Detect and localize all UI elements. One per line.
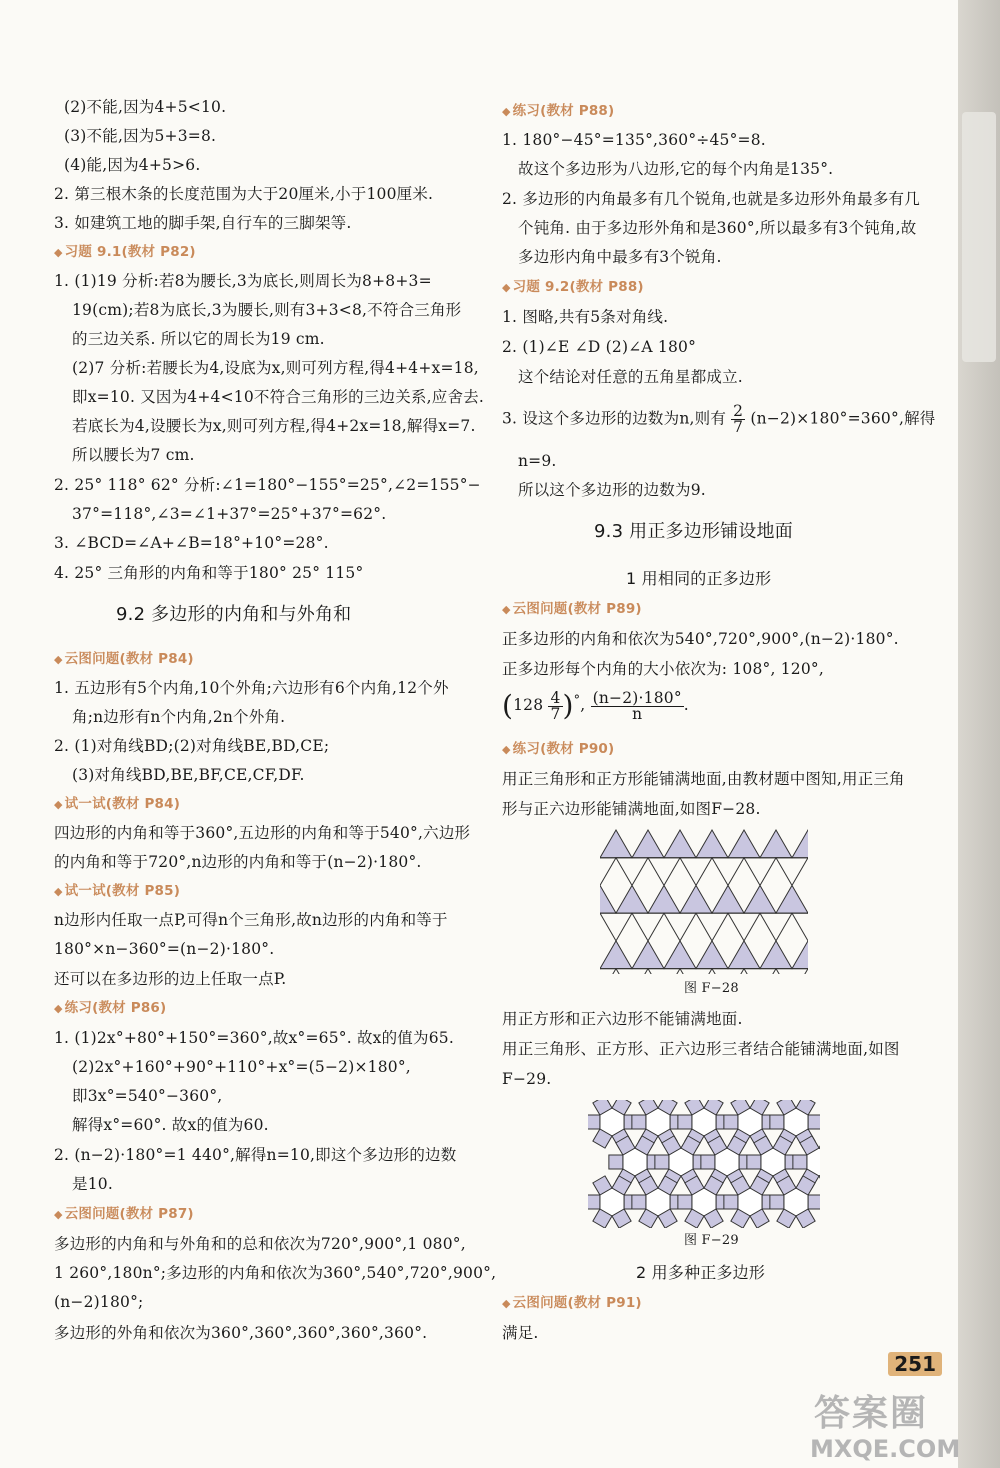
square-tile xyxy=(678,1195,692,1209)
square-tile xyxy=(701,1155,715,1169)
exercise-heading: ◆ 试一试(教材 P85) xyxy=(54,880,180,903)
square-tile xyxy=(632,1115,646,1129)
text-line: 2. (n−2)·180°=1 440°,解得n=10,即这个多边形的边数 xyxy=(54,1146,457,1164)
triangle-tile xyxy=(728,941,760,969)
triangle-tile xyxy=(696,830,728,858)
text-line: 1. 五边形有5个内角,10个外角;六边形有6个内角,12个外 xyxy=(54,679,449,697)
text-line: (4)能,因为4+5>6. xyxy=(64,156,201,174)
text-line: 3. ∠BCD=∠A+∠B=18°+10°=28°. xyxy=(54,534,329,552)
text-line: 故这个多边形为八边形,它的每个内角是135°. xyxy=(518,160,834,178)
text-line: 用正三角形和正方形能铺满地面,由教材题中图知,用正三角 xyxy=(502,770,905,788)
subsection-title: 2 用多种正多边形 xyxy=(636,1263,766,1282)
exercise-heading: ◆ 练习(教材 P90) xyxy=(502,738,614,761)
triangle-outline xyxy=(712,858,744,886)
fraction-denominator: 7 xyxy=(550,704,561,723)
degree-sign: ° xyxy=(573,693,581,708)
text-line: 还可以在多边形的边上任取一点P. xyxy=(54,970,287,988)
text-line: 的内角和等于720°,n边形的内角和等于(n−2)·180°. xyxy=(54,853,422,871)
page-number: 251 xyxy=(888,1352,942,1376)
triangle-tile xyxy=(792,830,808,858)
triangle-tile xyxy=(600,885,616,913)
square-tile xyxy=(655,1155,669,1169)
text-line: 这个结论对任意的五角星都成立. xyxy=(518,368,743,386)
text-line: (2)不能,因为4+5<10. xyxy=(64,98,227,116)
figure-f29-tiling xyxy=(588,1100,820,1228)
watermark-logo: 答案圈 xyxy=(814,1393,929,1434)
text-line: (2)2x°+160°+90°+110°+x°=(5−2)×180°, xyxy=(72,1058,411,1076)
text-line: F−29. xyxy=(502,1070,552,1088)
triangle-outline xyxy=(648,969,680,974)
text-line: 180°×n−360°=(n−2)·180°. xyxy=(54,940,275,958)
text-line: 2. 多边形的内角最多有几个锐角,也就是多边形外角最多有几 xyxy=(502,190,920,208)
fraction-numerator: (n−2)·180° xyxy=(592,688,682,707)
fraction-denominator: 7 xyxy=(733,418,744,436)
triangle-outline xyxy=(744,858,776,886)
figure-caption: 图 F−28 xyxy=(684,981,739,996)
triangle-tile xyxy=(760,830,792,858)
text-line: 所以腰长为7 cm. xyxy=(72,446,195,464)
text-line: (3)不能,因为5+3=8. xyxy=(64,127,217,145)
watermark-site: MXQE.COM xyxy=(810,1435,961,1463)
figure-f28-tiling xyxy=(600,826,808,974)
text-line: n边形内任取一点P,可得n个三角形,故n边形的内角和等于 xyxy=(54,911,448,929)
text-line: (n−2)180°; xyxy=(54,1293,144,1311)
square-tile xyxy=(770,1195,784,1209)
text-line: 正多边形每个内角的大小依次为: 108°, 120°, xyxy=(502,660,825,678)
triangle-outline xyxy=(776,969,808,974)
square-tile xyxy=(808,1115,820,1129)
text-line: 1. (1)19 分析:若8为腰长,3为底长,则周长为8+8+3= xyxy=(54,272,432,290)
triangle-outline xyxy=(616,858,648,886)
text-line: 四边形的内角和等于360°,五边形的内角和等于540°,六边形 xyxy=(54,824,471,842)
text-line: 4. 25° 三角形的内角和等于180° 25° 115° xyxy=(54,564,364,582)
triangle-tile xyxy=(696,941,728,969)
triangle-outline xyxy=(728,913,760,941)
period: . xyxy=(683,696,689,715)
text-line: 2. 第三根木条的长度范围为大于20厘米,小于100厘米. xyxy=(54,185,434,203)
triangle-outline xyxy=(632,913,664,941)
text-span: 3. 设这个多边形的边数为n,则有 xyxy=(502,409,727,428)
triangle-outline xyxy=(600,913,632,941)
triangle-outline xyxy=(616,969,648,974)
figure-caption: 图 F−29 xyxy=(684,1233,739,1248)
text-line: 的三边关系. 所以它的周长为19 cm. xyxy=(72,330,325,348)
text-line: 用正方形和正六边形不能铺满地面. xyxy=(502,1010,743,1028)
triangle-outline xyxy=(712,969,744,974)
triangle-outline xyxy=(600,969,616,974)
fraction xyxy=(591,688,684,723)
exercise-heading: ◆ 习题 9.1(教材 P82) xyxy=(54,241,196,264)
text-line: 形与正六边形能铺满地面,如图F−28. xyxy=(502,800,761,818)
exercise-heading: ◆ 云图问题(教材 P89) xyxy=(502,598,642,621)
exercise-heading: ◆ 云图问题(教材 P87) xyxy=(54,1203,194,1226)
text-line: 1. 图略,共有5条对角线. xyxy=(502,308,669,326)
exercise-heading: ◆ 云图问题(教材 P91) xyxy=(502,1292,642,1315)
square-tile xyxy=(588,1115,600,1129)
text-line: 若底长为4,设腰长为x,则可列方程,得4+2x=18,解得x=7. xyxy=(72,417,476,435)
triangle-tile xyxy=(680,885,712,913)
exercise-heading: ◆ 练习(教材 P86) xyxy=(54,997,166,1020)
text-line: 2. (1)对角线BD;(2)对角线BE,BD,CE; xyxy=(54,737,330,755)
triangle-outline xyxy=(600,858,616,886)
triangle-tile xyxy=(712,885,744,913)
triangle-outline xyxy=(680,858,712,886)
text-line: 3. 如建筑工地的脚手架,自行车的三脚架等. xyxy=(54,214,352,232)
triangle-tile xyxy=(728,830,760,858)
triangle-tile xyxy=(600,941,632,969)
triangle-outline xyxy=(760,913,792,941)
exercise-heading: ◆ 练习(教材 P88) xyxy=(502,100,614,123)
triangle-tile xyxy=(632,830,664,858)
square-tile xyxy=(588,1195,600,1209)
section-title: 9.3 用正多边形铺设地面 xyxy=(594,521,793,542)
section-title: 9.2 多边形的内角和与外角和 xyxy=(116,604,352,625)
triangle-outline xyxy=(696,913,728,941)
triangle-outline xyxy=(664,913,696,941)
text-line: 正多边形的内角和依次为540°,720°,900°,(n−2)·180°. xyxy=(502,630,899,648)
comma: , xyxy=(580,696,586,715)
square-tile xyxy=(724,1115,738,1129)
triangle-tile xyxy=(792,941,808,969)
fraction-numerator: 2 xyxy=(733,402,744,420)
text-line: 是10. xyxy=(72,1175,113,1193)
text-line: (2)7 分析:若腰长为4,设底为x,则可列方程,得4+4+x=18, xyxy=(72,359,479,377)
text-line: 1. (1)2x°+80°+150°=360°,故x°=65°. 故x的值为65. xyxy=(54,1029,454,1047)
text-line: 2. (1)∠E ∠D (2)∠A 180° xyxy=(502,338,697,356)
watermark xyxy=(810,1385,960,1465)
text-line: 多边形内角中最多有3个锐角. xyxy=(518,248,722,266)
fraction-numerator: 4 xyxy=(550,688,561,707)
text-line: 多边形的外角和依次为360°,360°,360°,360°,360°. xyxy=(54,1324,428,1342)
square-tile xyxy=(793,1155,807,1169)
subsection-title: 1 用相同的正多边形 xyxy=(626,569,772,588)
text-line: (3)对角线BD,BE,BF,CE,CF,DF. xyxy=(72,766,305,784)
mixed-whole: 128 xyxy=(513,696,544,715)
square-tile xyxy=(609,1155,623,1169)
triangle-outline xyxy=(776,858,808,886)
text-line: 1 260°,180n°;多边形的内角和依次为360°,540°,720°,900°, xyxy=(54,1264,497,1282)
side-label-decoration xyxy=(962,112,996,362)
fraction-denominator: n xyxy=(632,704,643,723)
text-line: 19(cm);若8为底长,3为腰长,则有3+3<8,不符合三角形 xyxy=(72,301,462,319)
text-line: 所以这个多边形的边数为9. xyxy=(518,481,706,499)
fraction xyxy=(731,404,745,435)
square-tile xyxy=(632,1195,646,1209)
triangle-tile xyxy=(600,830,632,858)
text-line xyxy=(502,404,935,435)
triangle-outline xyxy=(648,858,680,886)
text-line: 即x=10. 又因为4+4<10不符合三角形的三边关系,应舍去. xyxy=(72,388,484,406)
triangle-outline xyxy=(680,969,712,974)
triangle-tile xyxy=(664,941,696,969)
text-span: (n−2)×180°=360°,解得 xyxy=(750,409,936,428)
exercise-heading: ◆ 云图问题(教材 P84) xyxy=(54,648,194,671)
square-tile xyxy=(747,1155,761,1169)
square-tile xyxy=(808,1195,820,1209)
text-line: 2. 25° 118° 62° 分析:∠1=180°−155°=25°,∠2=155°− xyxy=(54,476,481,494)
text-line: 个钝角. 由于多边形外角和是360°,所以最多有3个钝角,故 xyxy=(518,219,917,237)
text-line: 用正三角形、正方形、正六边形三者结合能铺满地面,如图 xyxy=(502,1040,900,1058)
fraction xyxy=(548,688,562,723)
triangle-outline xyxy=(792,913,808,941)
text-line: 满足. xyxy=(502,1324,539,1342)
triangle-tile xyxy=(648,885,680,913)
text-line: 角;n边形有n个内角,2n个外角. xyxy=(72,708,286,726)
paren-open: ( xyxy=(502,689,514,723)
exercise-heading: ◆ 习题 9.2(教材 P88) xyxy=(502,276,644,299)
triangle-tile xyxy=(664,830,696,858)
text-line: 即3x°=540°−360°, xyxy=(72,1087,223,1105)
text-line: 多边形的内角和与外角和的总和依次为720°,900°,1 080°, xyxy=(54,1235,466,1253)
text-line: n=9. xyxy=(518,452,557,470)
triangle-tile xyxy=(744,885,776,913)
text-line: 解得x°=60°. 故x的值为60. xyxy=(72,1116,269,1134)
text-line xyxy=(502,690,689,722)
text-line: 37°=118°,∠3=∠1+37°=25°+37°=62°. xyxy=(72,505,387,523)
triangle-outline xyxy=(744,969,776,974)
square-tile xyxy=(678,1115,692,1129)
triangle-tile xyxy=(776,885,808,913)
paren-close: ) xyxy=(562,689,574,723)
triangle-tile xyxy=(760,941,792,969)
triangle-tile xyxy=(632,941,664,969)
square-tile xyxy=(724,1195,738,1209)
triangle-tile xyxy=(616,885,648,913)
text-line: 1. 180°−45°=135°,360°÷45°=8. xyxy=(502,131,766,149)
exercise-heading: ◆ 试一试(教材 P84) xyxy=(54,793,180,816)
square-tile xyxy=(770,1115,784,1129)
